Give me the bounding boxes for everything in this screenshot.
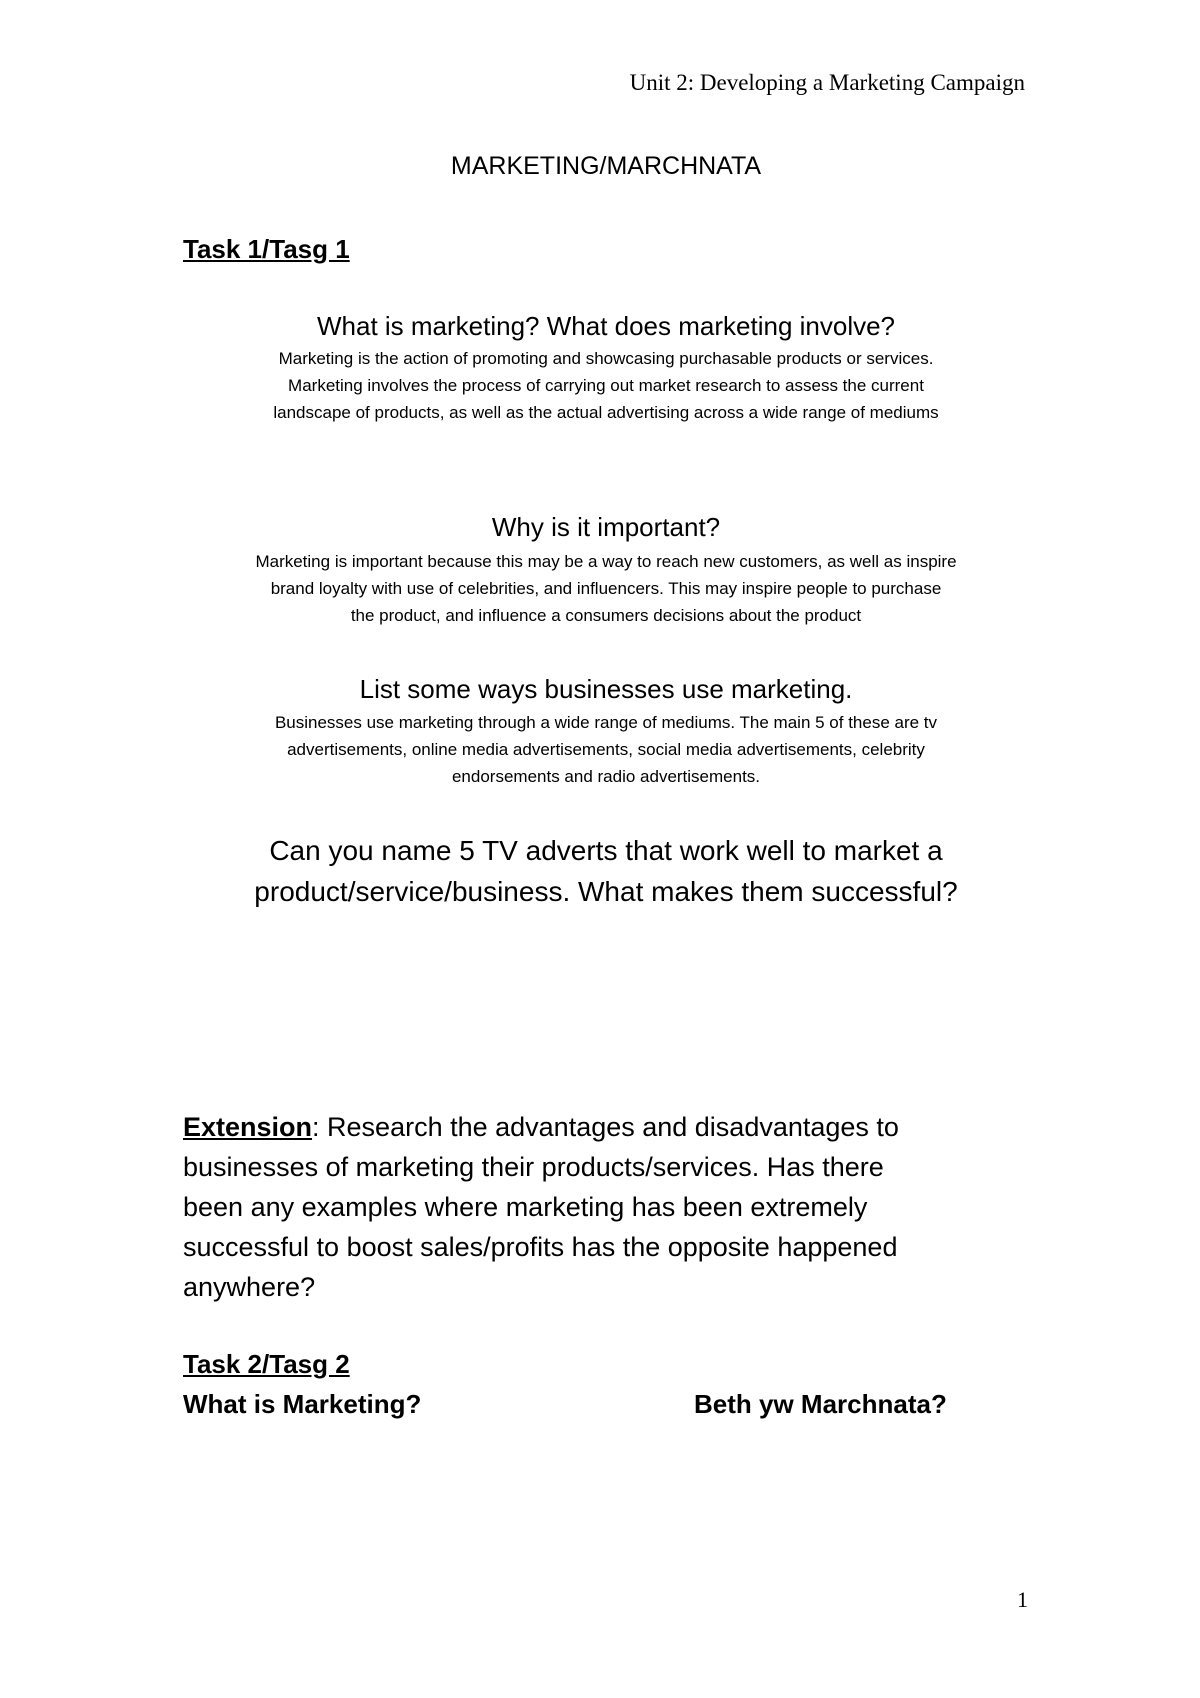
task1-heading: Task 1/Tasg 1: [183, 234, 350, 264]
document-title: MARKETING/MARCHNATA: [450, 152, 762, 180]
question-line: Can you name 5 TV adverts that work well to market a: [269, 835, 943, 866]
extension-line: successful to boost sales/profits has the opposite happened: [183, 1232, 898, 1262]
extension-line: anywhere?: [183, 1272, 316, 1302]
extension-line: been any examples where marketing has been extremely: [183, 1192, 868, 1222]
answer-why-important: [0, 548, 1200, 629]
answer-line: Marketing involves the process of carrying out market research to assess the current: [288, 376, 924, 395]
answer-line: Marketing is important because this may be a way to reach new customers, as well as inspire: [255, 552, 957, 571]
answer-line: Businesses use marketing through a wide range of mediums. The main 5 of these are tv: [274, 713, 938, 732]
answer-line: endorsements and radio advertisements.: [451, 767, 761, 786]
extension-line: businesses of marketing their products/services. Has there: [183, 1152, 884, 1182]
task2-question-english: What is Marketing?: [183, 1389, 422, 1419]
page-header: Unit 2: Developing a Marketing Campaign: [629, 70, 1025, 95]
answer-line: advertisements, online media advertisements, social media advertisements, celebrity: [287, 740, 925, 759]
answer-line: landscape of products, as well as the actual advertising across a wide range of mediums: [273, 403, 939, 422]
answer-line: brand loyalty with use of celebrities, and influencers. This may inspire people to purchase: [270, 579, 942, 598]
extension-text: : Research the advantages and disadvantages to: [312, 1112, 899, 1142]
answer-line: the product, and influence a consumers decisions about the product: [350, 606, 862, 625]
question-why-important: Why is it important?: [491, 512, 721, 542]
answer-line: Marketing is the action of promoting and showcasing purchasable products or services.: [278, 349, 934, 368]
answer-what-is-marketing: [0, 345, 1200, 426]
question-ways-businesses-use-marketing: List some ways businesses use marketing.: [359, 674, 853, 704]
question-tv-adverts: [0, 830, 1200, 912]
extension-paragraph: [183, 1107, 1043, 1307]
extension-line: [183, 1107, 1043, 1147]
task2-question-welsh: Beth yw Marchnata?: [694, 1389, 947, 1419]
page-number: 1: [1017, 1587, 1028, 1612]
question-line: product/service/business. What makes them successful?: [254, 876, 958, 907]
question-what-is-marketing: What is marketing? What does marketing involve?: [316, 311, 896, 341]
extension-label: Extension: [183, 1112, 313, 1142]
task2-heading: Task 2/Tasg 2: [183, 1349, 350, 1379]
answer-ways-businesses-use-marketing: [0, 709, 1200, 790]
